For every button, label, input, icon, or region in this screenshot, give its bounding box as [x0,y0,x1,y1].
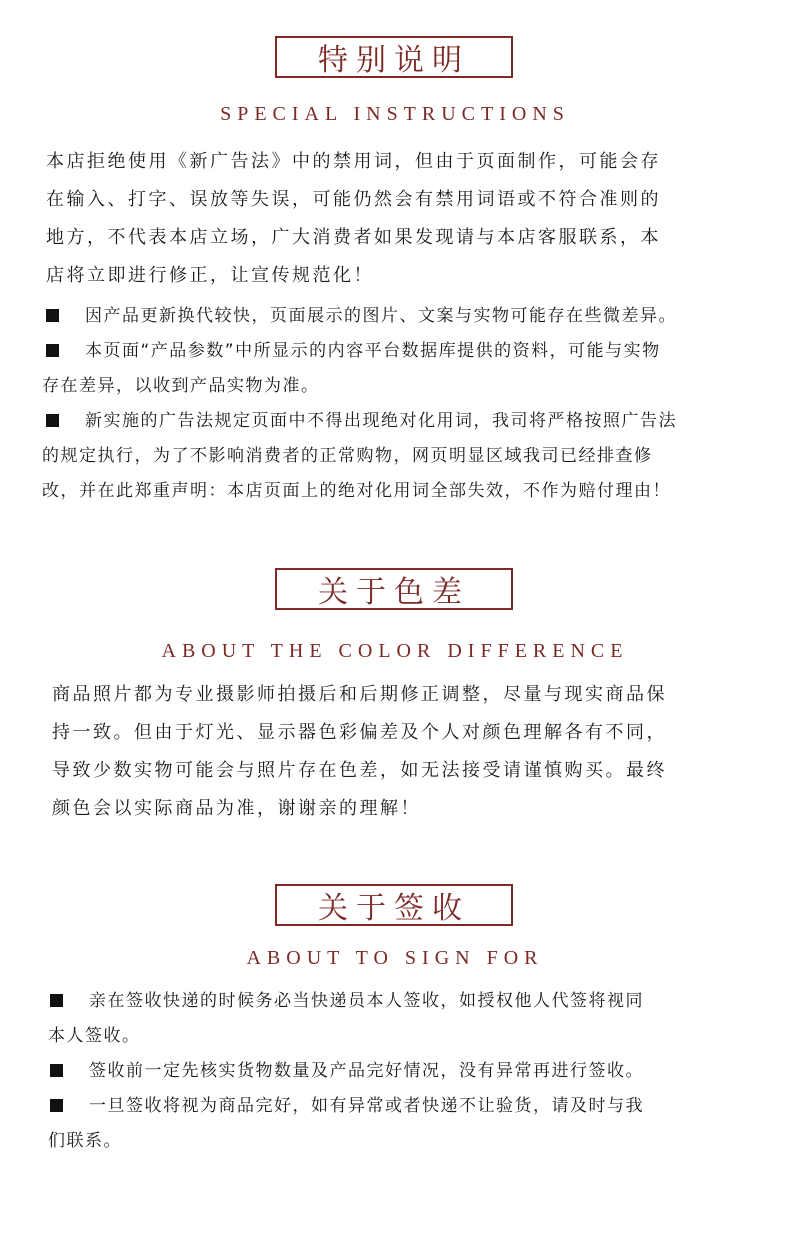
square-bullet-icon [50,994,63,1007]
intro-line: 店将立即进行修正，让宣传规范化！ [46,265,374,286]
color-text [52,676,667,828]
section-title-special: 特别说明 [275,36,513,78]
section-subtitle-sign: ABOUT TO SIGN FOR [246,947,544,969]
sign-bullet-1-cont: 本人签收。 [48,1026,141,1046]
color-line: 导致少数实物可能会与照片存在色差，如无法接受请谨慎购买。最终 [52,760,667,781]
special-bullet-3-cont1: 的规定执行，为了不影响消费者的正常购物，网页明显区域我司已经排查修 [42,446,653,466]
color-line: 颜色会以实际商品为准，谢谢亲的理解！ [52,798,421,819]
section-title-sign: 关于签收 [275,884,513,926]
sign-bullet-3: 一旦签收将视为商品完好，如有异常或者快递不让验货，请及时与我 [50,1089,644,1124]
intro-line: 地方，不代表本店立场，广大消费者如果发现请与本店客服联系，本 [46,227,661,248]
special-bullet-3: 新实施的广告法规定页面中不得出现绝对化用词，我司将严格按照广告法 [46,404,677,439]
section-subtitle-color: ABOUT THE COLOR DIFFERENCE [161,640,629,662]
sign-bullet-3-cont: 们联系。 [48,1131,122,1151]
special-bullet-2: 本页面“产品参数”中所显示的内容平台数据库提供的资料，可能与实物 [46,334,661,369]
square-bullet-icon [46,309,59,322]
special-bullet-2-cont: 存在差异，以收到产品实物为准。 [42,376,320,396]
color-line: 持一致。但由于灯光、显示器色彩偏差及个人对颜色理解各有不同， [52,722,667,743]
sign-bullet-2: 签收前一定先核实货物数量及产品完好情况，没有异常再进行签收。 [50,1054,644,1089]
section-title-color: 关于色差 [275,568,513,610]
special-intro [46,143,661,295]
intro-line: 本店拒绝使用《新广告法》中的禁用词，但由于页面制作，可能会存 [46,151,661,172]
intro-line: 在输入、打字、误放等失误，可能仍然会有禁用词语或不符合准则的 [46,189,661,210]
special-bullet-3-cont2: 改，并在此郑重声明：本店页面上的绝对化用词全部失效，不作为赔付理由！ [42,481,671,501]
special-bullet-1: 因产品更新换代较快，页面展示的图片、文案与实物可能存在些微差异。 [46,299,677,334]
square-bullet-icon [50,1064,63,1077]
square-bullet-icon [46,414,59,427]
section-subtitle-special: SPECIAL INSTRUCTIONS [220,103,570,125]
square-bullet-icon [46,344,59,357]
color-line: 商品照片都为专业摄影师拍摄后和后期修正调整，尽量与现实商品保 [52,684,667,705]
sign-bullet-1: 亲在签收快递的时候务必当快递员本人签收，如授权他人代签将视同 [50,984,644,1019]
square-bullet-icon [50,1099,63,1112]
